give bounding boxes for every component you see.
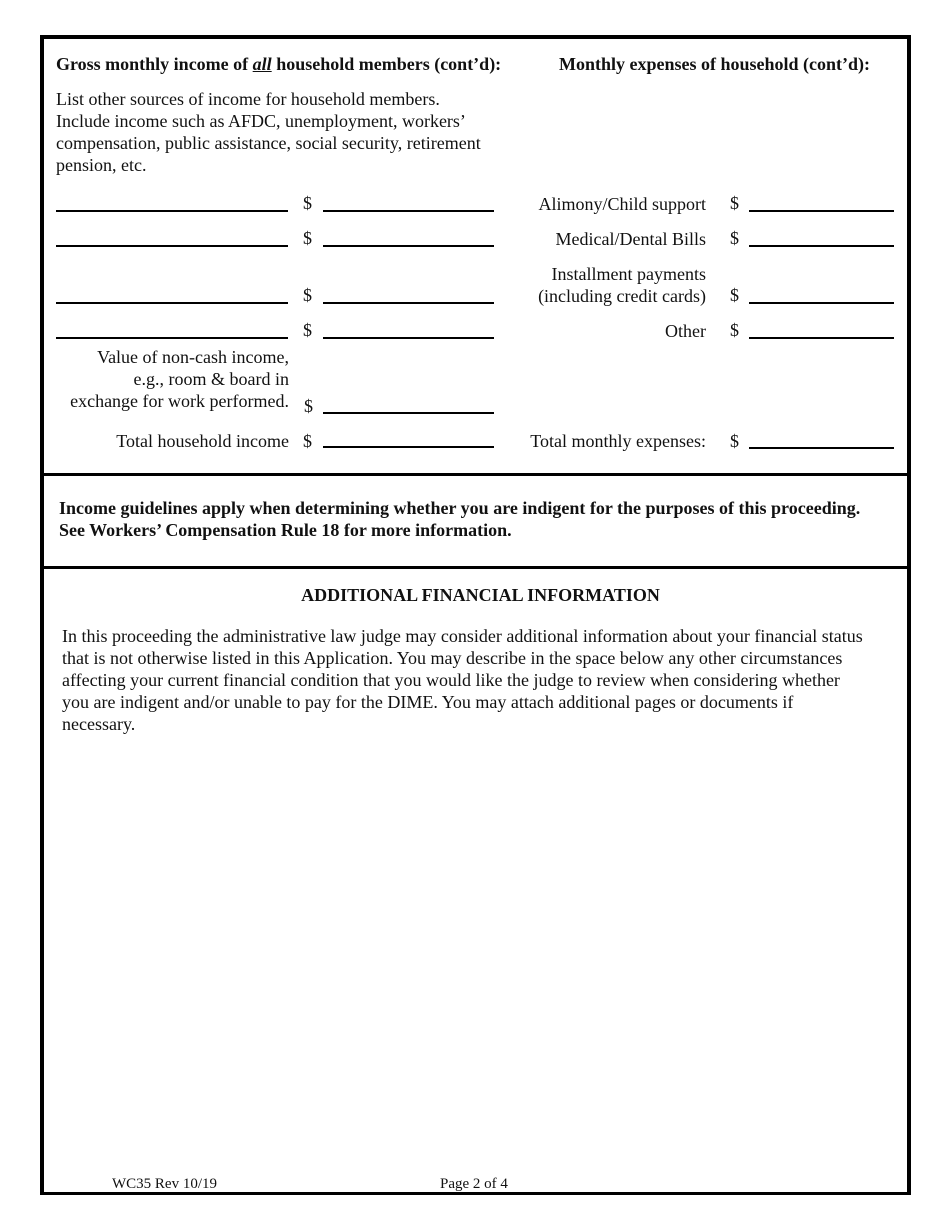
alimony-amount-field[interactable] (749, 210, 894, 212)
total-expenses-dollar-sign: $ (730, 431, 739, 451)
income-1-dollar-sign: $ (303, 193, 312, 213)
income-title-prefix: Gross monthly income of (56, 54, 253, 74)
form-frame (40, 35, 911, 1195)
income-3-dollar-sign: $ (303, 285, 312, 305)
alimony-dollar-sign: $ (730, 193, 739, 213)
section-divider-2 (44, 566, 907, 569)
installment-label-line-2: (including credit cards) (538, 286, 706, 306)
additional-info-line-4: you are indigent and/or unable to pay for the DIME. You may attach additional pages or documents if (62, 692, 794, 712)
income-intro-line-4: pension, etc. (56, 155, 147, 175)
page-number: Page 2 of 4 (440, 1176, 508, 1192)
medical-dollar-sign: $ (730, 228, 739, 248)
installment-amount-field[interactable] (749, 302, 894, 304)
income-title-suffix: household members (cont’d): (271, 54, 502, 74)
noncash-label-line-2: e.g., room & board in (133, 369, 289, 389)
additional-info-line-1: In this proceeding the administrative law judge may consider additional information about your financial status (62, 626, 863, 646)
income-title-emphasis: all (252, 54, 272, 74)
guidelines-line-2: See Workers’ Compensation Rule 18 for more information. (59, 520, 512, 540)
expenses-section-title: Monthly expenses of household (cont’d): (559, 54, 871, 74)
medical-label: Medical/Dental Bills (555, 229, 706, 249)
other-expense-label: Other (665, 321, 706, 341)
income-source-1-field[interactable] (56, 210, 288, 212)
noncash-label-line-1: Value of non-cash income, (97, 347, 289, 367)
total-income-label: Total household income (116, 431, 289, 451)
installment-dollar-sign: $ (730, 285, 739, 305)
income-section-title (56, 53, 501, 76)
additional-info-response-area[interactable] (56, 744, 902, 1169)
form-id: WC35 Rev 10/19 (112, 1176, 217, 1192)
income-source-3-field[interactable] (56, 302, 288, 304)
additional-info-line-3: affecting your current financial condition that you would like the judge to review when considering whether (62, 670, 840, 690)
alimony-label: Alimony/Child support (538, 194, 706, 214)
income-2-dollar-sign: $ (303, 228, 312, 248)
noncash-dollar-sign: $ (304, 396, 313, 416)
additional-info-line-2: that is not otherwise listed in this Application. You may describe in the space below any other circumstances (62, 648, 843, 668)
noncash-amount-field[interactable] (323, 412, 494, 414)
total-income-dollar-sign: $ (303, 431, 312, 451)
installment-label-line-1: Installment payments (551, 264, 706, 284)
total-expenses-field[interactable] (749, 447, 894, 449)
section-divider-1 (44, 473, 907, 476)
noncash-label-line-3: exchange for work performed. (70, 391, 289, 411)
additional-info-title: ADDITIONAL FINANCIAL INFORMATION (301, 585, 660, 605)
income-source-2-field[interactable] (56, 245, 288, 247)
income-intro-line-3: compensation, public assistance, social security, retirement (56, 133, 481, 153)
medical-amount-field[interactable] (749, 245, 894, 247)
income-4-dollar-sign: $ (303, 320, 312, 340)
total-expenses-label: Total monthly expenses: (530, 431, 706, 451)
additional-info-line-5: necessary. (62, 714, 136, 734)
income-intro-line-2: Include income such as AFDC, unemployment, workers’ (56, 111, 466, 131)
other-amount-field[interactable] (749, 337, 894, 339)
income-source-4-field[interactable] (56, 337, 288, 339)
income-intro-line-1: List other sources of income for household members. (56, 89, 440, 109)
guidelines-line-1: Income guidelines apply when determining whether you are indigent for the purposes of this proceeding. (59, 498, 861, 518)
other-dollar-sign: $ (730, 320, 739, 340)
